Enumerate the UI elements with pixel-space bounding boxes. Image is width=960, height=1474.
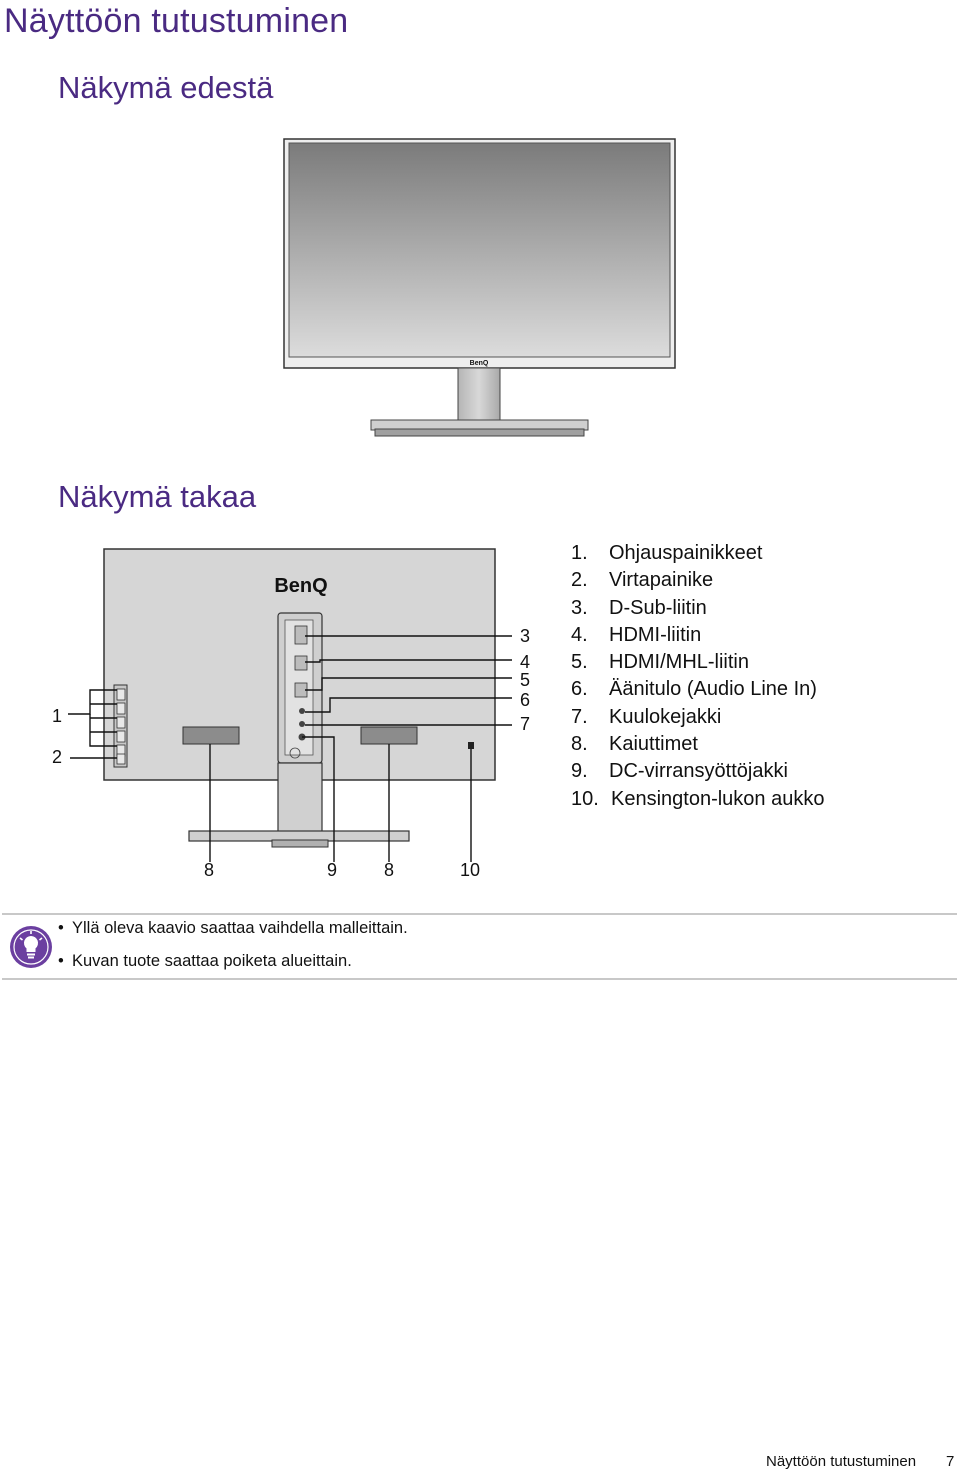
page-title: Näyttöön tutustuminen	[4, 2, 349, 40]
back-brand-logo: BenQ	[274, 575, 328, 597]
legend-item: 2. Virtapainike	[571, 569, 714, 592]
callout-10: 10	[460, 860, 481, 880]
d-sub-port-shape	[295, 626, 307, 644]
legend-item: 8. Kaiuttimet	[571, 733, 698, 756]
legend-item: 7. Kuulokejakki	[571, 705, 722, 728]
lightbulb-icon	[8, 924, 54, 970]
kensington-slot-shape	[468, 742, 474, 749]
hdmi-port-shape	[295, 656, 307, 670]
note-item-1: • Yllä oleva kaavio saattaa vaihdella malleittain.	[58, 919, 408, 937]
legend-item: 3. D-Sub-liitin	[571, 596, 707, 619]
callout-8-right: 8	[384, 860, 395, 880]
note-bottom-rule	[2, 978, 957, 980]
right-speaker-grille	[361, 727, 417, 744]
callout-8-left: 8	[204, 860, 215, 880]
legend-item: 6. Äänitulo (Audio Line In)	[571, 678, 817, 701]
front-view-heading: Näkymä edestä	[58, 70, 274, 105]
callout-5: 5	[520, 670, 531, 690]
callout-4: 4	[520, 652, 531, 672]
left-speaker-grille	[183, 727, 239, 744]
callout-9: 9	[327, 860, 338, 880]
footer-page-number: 7	[946, 1453, 955, 1470]
note-item-2: • Kuvan tuote saattaa poiketa alueittain.	[58, 952, 352, 970]
legend-item: 5. HDMI/MHL-liitin	[571, 651, 749, 674]
front-brand-logo: BenQ	[469, 360, 489, 367]
note-top-rule	[2, 913, 957, 915]
legend-item: 10. Kensington-lukon aukko	[571, 787, 825, 810]
callout-3: 3	[520, 626, 531, 646]
callout-2: 2	[52, 747, 63, 767]
callout-7: 7	[520, 714, 531, 734]
back-view-heading: Näkymä takaa	[58, 479, 257, 514]
callout-1: 1	[52, 706, 63, 726]
legend-item: 1. Ohjauspainikkeet	[571, 542, 763, 564]
legend-item: 4. HDMI-liitin	[571, 623, 702, 646]
parts-legend	[571, 540, 824, 813]
monitor-back-illustration	[0, 540, 560, 890]
footer-section: Näyttöön tutustuminen	[766, 1453, 917, 1470]
audio-in-jack-shape	[299, 708, 305, 714]
callout-6: 6	[520, 690, 531, 710]
monitor-front-illustration	[0, 0, 960, 460]
legend-item: 9. DC-virransyöttöjakki	[571, 760, 788, 783]
headphone-jack-shape	[299, 721, 305, 727]
